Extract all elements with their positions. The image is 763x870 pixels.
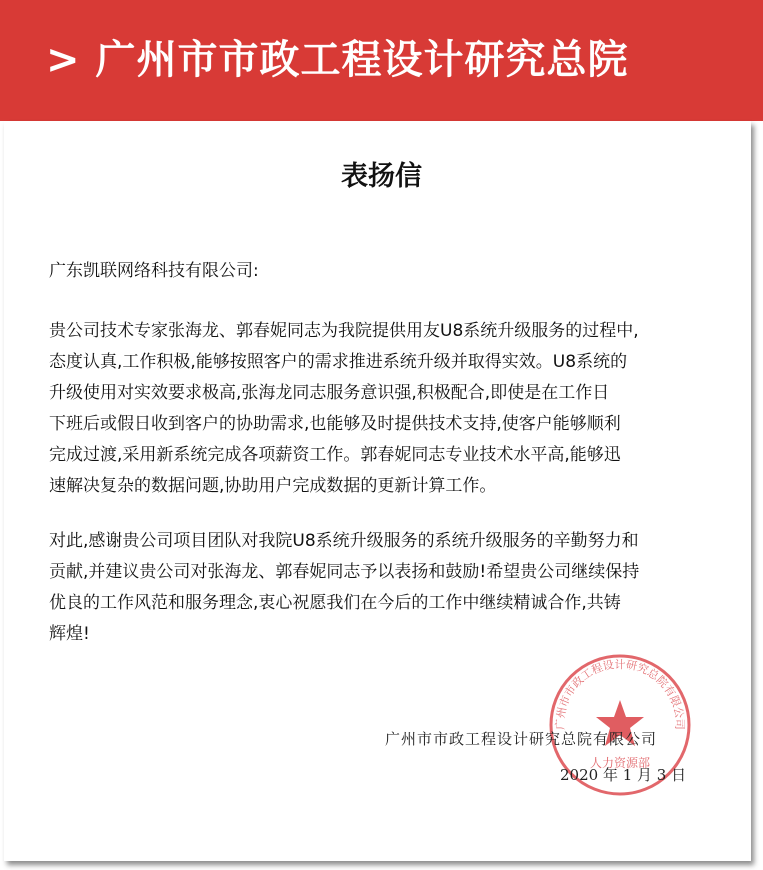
letter-paragraph-2 bbox=[49, 526, 729, 650]
banner-title: > 广州市市政工程设计研究总院 bbox=[46, 37, 629, 83]
paragraph-line: 态度认真,工作积极,能够按照客户的需求推进系统升级并取得实效。U8系统的 bbox=[49, 352, 628, 372]
signature-organization: 广州市市政工程设计研究总院有限公司 bbox=[385, 730, 658, 748]
paragraph-line: 贵公司技术专家张海龙、郭春妮同志为我院提供用友U8系统升级服务的过程中, bbox=[49, 321, 639, 341]
paragraph-line: 下班后或假日收到客户的协助需求,也能够及时提供技术支持,使客户能够顺利 bbox=[49, 414, 621, 434]
paragraph-line: 辉煌! bbox=[49, 624, 90, 644]
paragraph-line: 完成过渡,采用新系统完成各项薪资工作。郭春妮同志专业技术水平高,能够迅 bbox=[49, 445, 621, 465]
paragraph-line: 对此,感谢贵公司项目团队对我院U8系统升级服务的系统升级服务的辛勤努力和 bbox=[49, 531, 639, 551]
header-banner bbox=[0, 0, 763, 121]
seal-ring-text: 广州市市政工程设计研究总院有限公司 bbox=[553, 657, 687, 730]
letter-title: 表扬信 bbox=[341, 161, 422, 192]
paragraph-line: 优良的工作风范和服务理念,衷心祝愿我们在今后的工作中继续精诚合作,共铸 bbox=[49, 593, 621, 613]
paragraph-line: 贡献,并建议贵公司对张海龙、郭春妮同志予以表扬和鼓励!希望贵公司继续保持 bbox=[49, 562, 640, 582]
paragraph-line: 速解决复杂的数据问题,协助用户完成数据的更新计算工作。 bbox=[49, 476, 497, 496]
signature-date: 2020 年 1 月 3 日 bbox=[560, 766, 687, 784]
letter-salutation: 广东凯联网络科技有限公司: bbox=[49, 261, 259, 281]
letter-paragraph-1 bbox=[49, 316, 729, 502]
paragraph-line: 升级使用对实效要求极高,张海龙同志服务意识强,积极配合,即使是在工作日 bbox=[49, 383, 610, 403]
seal-department-text: 人力资源部 bbox=[589, 756, 651, 770]
